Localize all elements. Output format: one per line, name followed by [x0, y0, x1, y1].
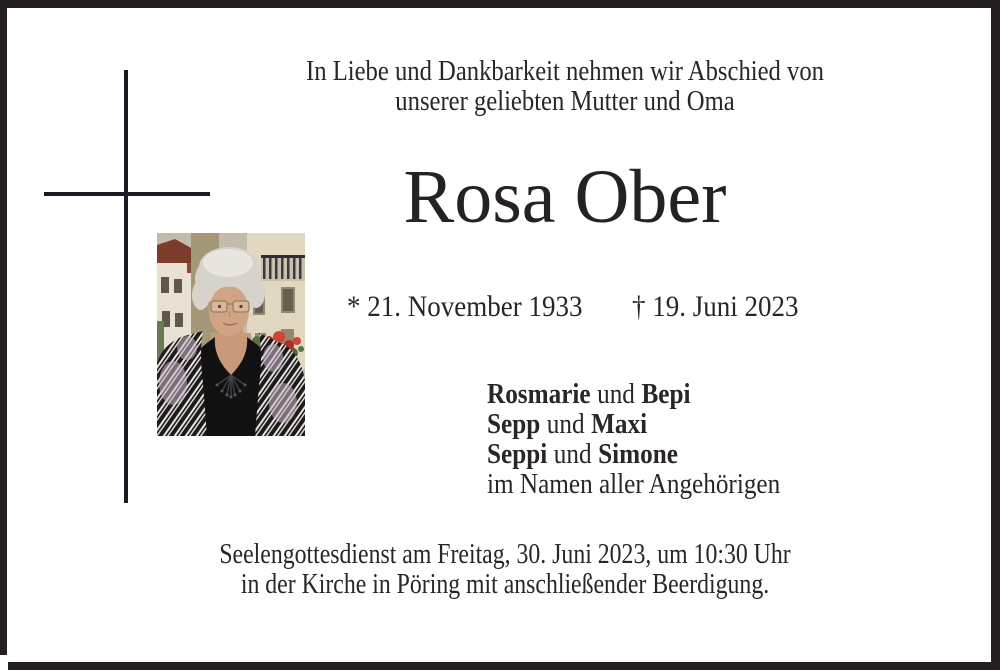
frame-border-right	[991, 8, 1000, 670]
intro-line-2: unserer geliebten Mutter und Oma	[395, 86, 735, 117]
cross-icon	[124, 70, 128, 503]
birth-date: * 21. November 1933	[347, 290, 583, 323]
mourner-connector: und	[546, 409, 585, 440]
mourner-name: Maxi	[591, 409, 648, 440]
mourner-line	[487, 410, 780, 440]
mourner-name: Simone	[598, 439, 678, 470]
portrait-photo-art	[157, 233, 305, 436]
frame-border-left	[0, 8, 7, 655]
mourner-connector: und	[597, 379, 635, 410]
death-date: † 19. Juni 2023	[632, 290, 799, 323]
frame-border-bottom	[8, 662, 1000, 670]
mourner-name: Rosmarie	[487, 379, 591, 410]
portrait-photo	[157, 233, 305, 436]
mourner-connector: und	[553, 439, 592, 470]
service-info	[177, 539, 833, 599]
deceased-name: Rosa Ober	[403, 155, 727, 239]
mourner-name: Seppi	[487, 439, 548, 470]
mourner-name: Bepi	[641, 379, 691, 410]
mourner-name: Sepp	[487, 409, 541, 440]
intro-line-1: In Liebe und Dankbarkeit nehmen wir Abschied von	[306, 56, 824, 87]
mourners-note: im Namen aller Angehörigen	[487, 469, 781, 500]
mourner-line	[487, 440, 780, 470]
service-line-2: in der Kirche in Pöring mit anschließender Beerdigung.	[240, 568, 770, 600]
mourner-line	[487, 380, 780, 410]
mourners-block	[487, 380, 780, 500]
service-line-1: Seelengottesdienst am Freitag, 30. Juni 2023, um 10:30 Uhr	[219, 538, 791, 570]
intro-text	[213, 57, 917, 117]
frame-border-top	[0, 0, 1000, 8]
